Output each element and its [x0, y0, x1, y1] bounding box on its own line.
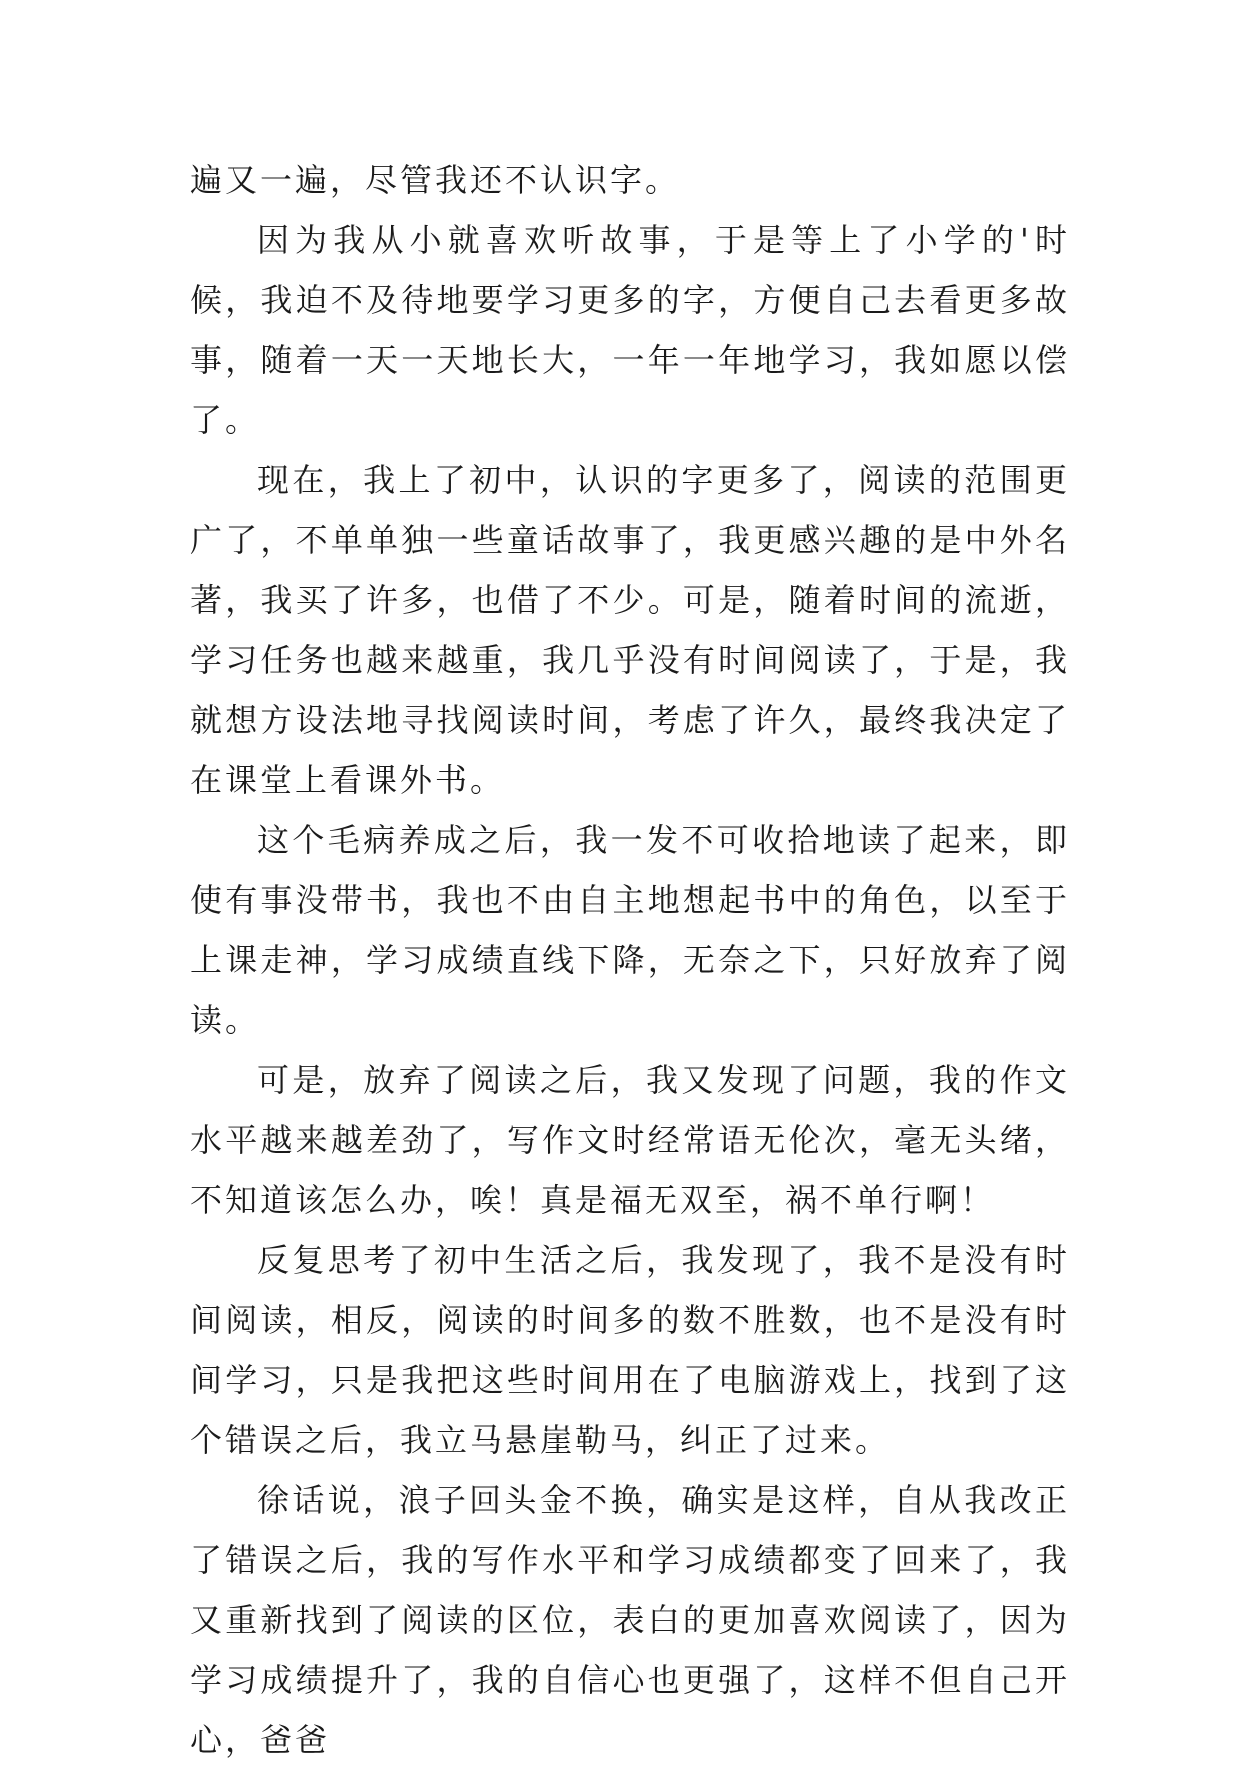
document-page	[190, 150, 1070, 1770]
paragraph-4: 这个毛病养成之后，我一发不可收拾地读了起来，即使有事没带书，我也不由自主地想起书中的角色，以至于上课走神，学习成绩直线下降，无奈之下，只好放弃了阅读。	[190, 821, 1070, 1039]
paragraph-3: 现在，我上了初中，认识的字更多了，阅读的范围更广了，不单单独一些童话故事了，我更感兴趣的是中外名著，我买了许多，也借了不少。可是，随着时间的流逝，学习任务也越来越重，我几乎没有时间阅读了，于是，我就想方设法地寻找阅读时间，考虑了许久，最终我决定了在课堂上看课外书。	[190, 461, 1070, 799]
paragraph-5: 可是，放弃了阅读之后，我又发现了问题，我的作文水平越来越差劲了，写作文时经常语无伦次，毫无头绪，不知道该怎么办，唉！真是福无双至，祸不单行啊！	[190, 1061, 1070, 1219]
paragraph-2: 因为我从小就喜欢听故事，于是等上了小学的'时候，我迫不及待地要学习更多的字，方便自己去看更多故事，随着一天一天地长大，一年一年地学习，我如愿以偿了。	[190, 221, 1070, 439]
paragraph-1: 遍又一遍，尽管我还不认识字。	[190, 161, 681, 199]
paragraph-6: 反复思考了初中生活之后，我发现了，我不是没有时间阅读，相反，阅读的时间多的数不胜数，也不是没有时间学习，只是我把这些时间用在了电脑游戏上，找到了这个错误之后，我立马悬崖勒马，纠正了过来。	[190, 1241, 1070, 1459]
paragraph-7: 徐话说，浪子回头金不换，确实是这样，自从我改正了错误之后，我的写作水平和学习成绩都变了回来了，我又重新找到了阅读的区位，表白的更加喜欢阅读了，因为学习成绩提升了，我的自信心也更强了，这样不但自己开心，爸爸	[190, 1481, 1070, 1759]
